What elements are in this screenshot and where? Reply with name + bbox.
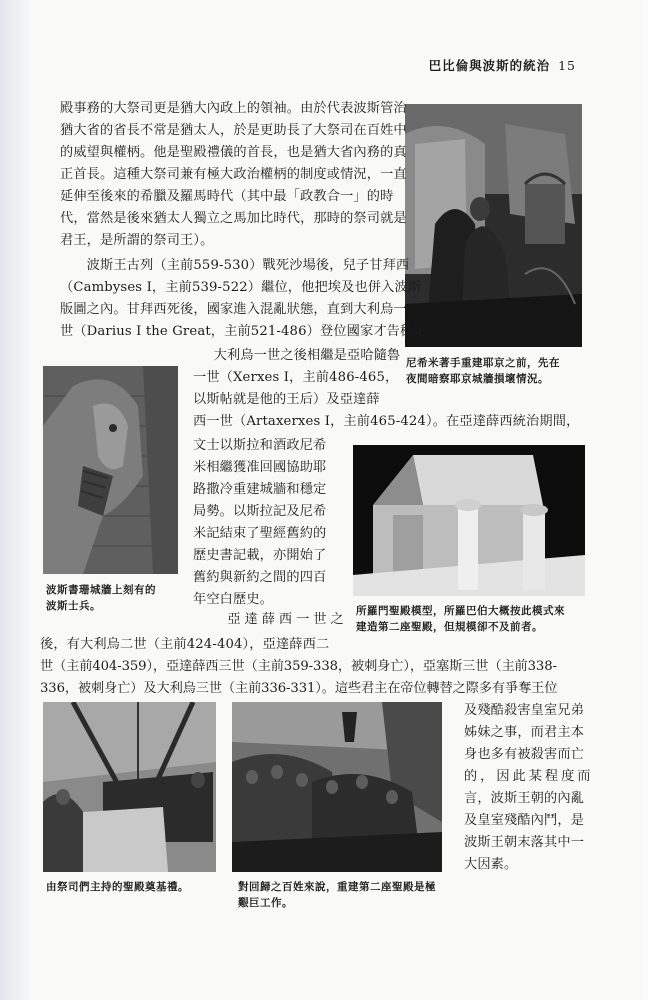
body-line: 身也多有被殺害而亡 — [464, 747, 585, 762]
relief-soldier-image — [43, 366, 178, 574]
caption-line: 夜間暗察耶京城牆損壞情況。 — [406, 373, 549, 385]
body-line: （Cambyses I，主前539-522）繼位，他把埃及也併入波斯 — [60, 280, 422, 295]
body-line: 米記結束了聖經舊約的 — [193, 526, 327, 541]
body-line: 舊約與新約之間的四百 — [193, 570, 327, 585]
figure-temple-model — [353, 445, 585, 596]
body-line: 年空白歷史。 — [193, 592, 274, 607]
body-line: 猶大省的省長不常是猶太人，於是更助長了大祭司在百姓中 — [60, 123, 407, 138]
caption-line: 波斯士兵。 — [46, 600, 101, 612]
temple-model-image — [353, 445, 585, 596]
body-line: 言，波斯王朝的內亂 — [464, 791, 585, 806]
body-line: 大因素。 — [464, 857, 518, 872]
caption-soldier — [46, 582, 156, 614]
caption-line: 建造第二座聖殿，但規模卻不及前者。 — [356, 621, 543, 633]
body-line: 的威望與權柄。他是聖殿禮儀的首長，也是猶大省內務的真 — [60, 145, 407, 160]
body-line: 波斯王古列（主前559-530）戰死沙場後，兒子甘拜西 — [60, 258, 410, 273]
caption-line: 由祭司們主持的聖殿奠基禮。 — [46, 881, 189, 893]
body-line: 版圖之內。甘拜西死後，國家進入混亂狀態，直到大利烏一 — [60, 302, 407, 317]
caption-line: 波斯書珊城牆上刻有的 — [46, 584, 156, 596]
body-line: 一世（Xerxes I，主前486-465， — [193, 370, 399, 385]
figure-nehemiah-walls — [405, 104, 582, 347]
body-line: 336，被刺身亡）及大利烏三世（主前336-331）。這些君主在帝位轉替之際多有爭奪王位 — [40, 681, 558, 696]
body-line: 文士以斯拉和酒政尼希 — [193, 438, 327, 453]
body-line: 殿事務的大祭司更是猶大內政上的領袖。由於代表波斯管治 — [60, 101, 407, 116]
body-line: 米相繼獲准回國協助耶 — [193, 460, 327, 475]
caption-returnees — [238, 879, 436, 911]
body-line: 代，當然是後來猶太人獨立之馬加比時代，那時的祭司就是 — [60, 211, 407, 226]
body-line: 亞達薛西一世之 — [193, 612, 348, 627]
body-line: 後，有大利烏二世（主前424-404），亞達薛西二 — [40, 637, 330, 652]
body-line: 延伸至後來的希臘及羅馬時代（其中最「政教合一」的時 — [60, 189, 394, 204]
caption-line: 尼希米著手重建耶京之前，先在 — [406, 357, 560, 369]
caption-line: 艱巨工作。 — [238, 897, 293, 909]
body-line: 西一世（Artaxerxes I，主前465-424）。在亞達薛西統治期間， — [193, 414, 580, 429]
body-line: 大利烏一世之後相繼是亞哈隨魯 — [187, 348, 401, 363]
figure-foundation-ceremony — [43, 702, 216, 872]
figure-persian-soldier — [43, 366, 178, 574]
header-title: 巴比倫與波斯的統治 — [428, 58, 551, 73]
body-line: 的，因此某程度而 — [464, 769, 594, 784]
figure-returnees-rebuilding — [232, 702, 442, 872]
page-gutter-shadow — [0, 0, 30, 1000]
body-line: 正首長。這種大祭司兼有極大政治權柄的制度或情況，一直 — [60, 167, 407, 182]
body-line: 路撒冷重建城牆和穩定 — [193, 482, 327, 497]
engraving-returnees-image — [232, 702, 442, 872]
body-line: 世（主前404-359），亞達薛西三世（主前359-338，被刺身亡），亞塞斯三世（主前338- — [40, 659, 557, 674]
body-line: 君王，是所謂的祭司王）。 — [60, 233, 214, 248]
body-line: 世（Darius I the Great，主前521-486）登位國家才告穩定。 — [60, 324, 441, 339]
running-header — [429, 56, 576, 74]
caption-nehemiah — [406, 355, 560, 387]
body-line: 及皇室殘酷內鬥，是 — [464, 813, 585, 828]
page-number: 15 — [558, 58, 576, 73]
body-line: 局勢。以斯拉記及尼希 — [193, 504, 327, 519]
engraving-foundation-image — [43, 702, 216, 872]
caption-line: 對回歸之百姓來說，重建第二座聖殿是極 — [238, 881, 436, 893]
body-line: 姊妹之事，而君主本 — [464, 725, 585, 740]
body-line: 歷史書記載，亦開始了 — [193, 548, 327, 563]
engraving-nehemiah-image — [405, 104, 582, 347]
caption-line: 所羅門聖殿模型，所羅巴伯大概按此模式來 — [356, 605, 565, 617]
caption-foundation — [46, 879, 189, 895]
body-line: 以斯帖就是他的王后）及亞達薛 — [193, 392, 380, 407]
caption-temple-model — [356, 603, 565, 635]
body-line: 波斯王朝末落其中一 — [464, 835, 585, 850]
page-edge — [642, 0, 648, 1000]
body-line: 及殘酷殺害皇室兄弟 — [464, 703, 585, 718]
